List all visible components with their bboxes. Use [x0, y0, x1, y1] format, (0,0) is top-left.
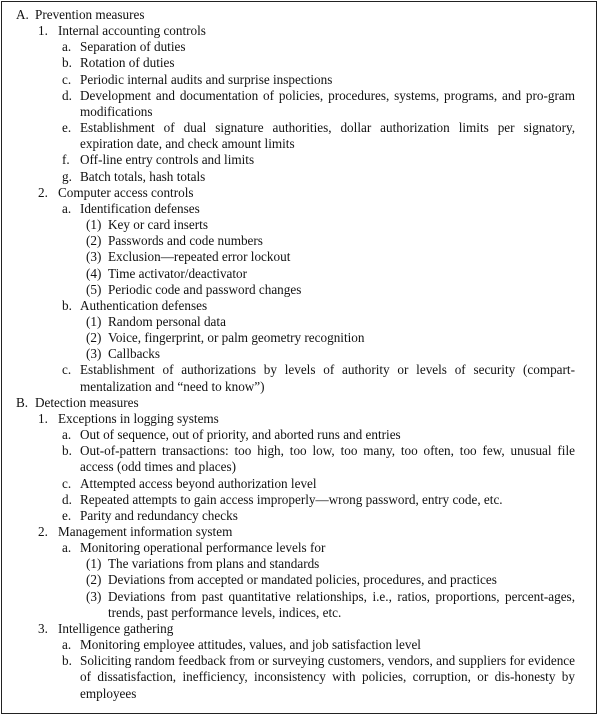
outline-item [2, 346, 596, 362]
outline-document [1, 1, 597, 714]
outline-text: Parity and redundancy checks [80, 507, 238, 523]
outline-item [2, 185, 596, 201]
outline-marker: c. [62, 475, 72, 491]
outline-item [2, 508, 596, 524]
outline-item [2, 217, 596, 233]
outline-text: Callbacks [108, 346, 161, 362]
outline-item [2, 589, 596, 621]
outline-text: Periodic code and password changes [108, 281, 302, 297]
outline-text: Establishment of authorizations by levels of authority or levels of security (compart-mentalization and “need to know”) [80, 362, 575, 394]
outline-marker: B. [16, 394, 29, 410]
outline-marker: (1) [86, 313, 102, 329]
outline-item [2, 298, 596, 314]
outline-marker: d. [62, 491, 72, 507]
outline-item [2, 23, 596, 39]
outline-text: Authentication defenses [80, 297, 208, 313]
outline-marker: b. [62, 55, 72, 71]
outline-text: Development and documentation of policies, procedures, systems, programs, and pro-gram modifications [80, 87, 575, 119]
outline-marker: b. [62, 443, 72, 459]
outline-marker: 1. [38, 410, 48, 426]
outline-text: Monitoring employee attitudes, values, and job satisfaction level [80, 637, 421, 653]
outline-text: Computer access controls [58, 184, 194, 200]
outline-text: Soliciting random feedback from or surveying customers, vendors, and suppliers for evidence of dissatisfaction, inefficiency, inconsistency with policies, corruption, or dis-honesty by employees [80, 653, 575, 701]
outline-text: Exceptions in logging systems [58, 410, 219, 426]
outline-text: Voice, fingerprint, or palm geometry recognition [108, 330, 365, 346]
outline-marker: (3) [86, 346, 102, 362]
outline-marker: c. [62, 71, 72, 87]
outline-text: Establishment of dual signature authorities, dollar authorization limits per signatory, expiration date, and check amount limits [80, 120, 575, 152]
outline-item [2, 249, 596, 265]
outline-item [2, 314, 596, 330]
outline-item [2, 266, 596, 282]
outline-text: Random personal data [108, 313, 226, 329]
outline-item [2, 7, 596, 23]
outline-text: Rotation of duties [80, 55, 175, 71]
outline-marker: A. [16, 7, 29, 22]
outline-item [2, 637, 596, 653]
outline-marker: a. [62, 200, 72, 216]
outline-item [2, 169, 596, 185]
outline-item [2, 120, 596, 152]
outline-marker: a. [62, 637, 72, 653]
outline-item [2, 556, 596, 572]
outline-text: Monitoring operational performance levels for [80, 540, 326, 556]
outline-item [2, 427, 596, 443]
outline-item [2, 152, 596, 168]
outline-text: Management information system [58, 524, 233, 539]
outline-marker: d. [62, 87, 72, 103]
outline-item [2, 72, 596, 88]
outline-marker: e. [62, 120, 72, 136]
outline-item [2, 330, 596, 346]
outline-text: Deviations from past quantitative relationships, i.e., ratios, proportions, percent-ages, trends, past performance levels, indices, etc. [108, 588, 575, 620]
outline-marker: a. [62, 427, 72, 443]
outline-item [2, 55, 596, 71]
outline-text: Identification defenses [80, 200, 200, 216]
outline-text: Internal accounting controls [58, 23, 206, 39]
outline-item [2, 572, 596, 588]
outline-marker: (3) [86, 588, 102, 604]
outline-item [2, 492, 596, 508]
outline-text: Intelligence gathering [58, 620, 174, 636]
outline-item [2, 540, 596, 556]
outline-marker: e. [62, 507, 72, 523]
outline-text: Prevention measures [35, 7, 145, 22]
outline-text: Exclusion—repeated error lockout [108, 249, 291, 265]
outline-text: Key or card inserts [108, 217, 208, 233]
outline-text: Off-line entry controls and limits [80, 152, 255, 168]
outline-text: Detection measures [35, 394, 139, 410]
outline-item [2, 524, 596, 540]
outline-item [2, 443, 596, 475]
outline-item [2, 362, 596, 394]
outline-item [2, 653, 596, 701]
outline-text: The variations from plans and standards [108, 556, 320, 572]
outline-text: Deviations from accepted or mandated policies, procedures, and practices [108, 572, 497, 588]
outline-item [2, 282, 596, 298]
outline-text: Attempted access beyond authorization level [80, 475, 317, 491]
outline-marker: f. [62, 152, 70, 168]
outline-marker: b. [62, 297, 72, 313]
outline-item [2, 621, 596, 637]
outline-marker: (2) [86, 233, 102, 249]
outline-item [2, 201, 596, 217]
outline-text: Time activator/deactivator [108, 265, 248, 281]
outline-text: Repeated attempts to gain access improperly—wrong password, entry code, etc. [80, 491, 503, 507]
outline-marker: (3) [86, 249, 102, 265]
outline-item [2, 411, 596, 427]
outline-marker: (4) [86, 265, 102, 281]
outline-marker: 3. [38, 620, 48, 636]
outline-marker: 2. [38, 184, 48, 200]
outline-marker: 2. [38, 524, 48, 539]
outline-marker: (2) [86, 330, 102, 346]
outline-marker: c. [62, 362, 72, 378]
outline-list [2, 7, 596, 702]
outline-marker: b. [62, 653, 72, 669]
outline-marker: (1) [86, 556, 102, 572]
outline-marker: (2) [86, 572, 102, 588]
outline-text: Batch totals, hash totals [80, 168, 206, 184]
outline-marker: g. [62, 168, 72, 184]
outline-text: Passwords and code numbers [108, 233, 263, 249]
outline-text: Out of sequence, out of priority, and aborted runs and entries [80, 427, 401, 443]
outline-marker: (5) [86, 281, 102, 297]
outline-item [2, 88, 596, 120]
outline-marker: a. [62, 39, 72, 55]
outline-text: Periodic internal audits and surprise inspections [80, 71, 333, 87]
outline-item [2, 476, 596, 492]
outline-marker: (1) [86, 217, 102, 233]
outline-text: Out-of-pattern transactions: too high, too low, too many, too often, too few, unusual file access (odd times and places) [80, 443, 575, 475]
outline-item [2, 39, 596, 55]
outline-text: Separation of duties [80, 39, 186, 55]
outline-item [2, 233, 596, 249]
outline-marker: a. [62, 540, 72, 556]
outline-item [2, 395, 596, 411]
outline-marker: 1. [38, 23, 48, 39]
